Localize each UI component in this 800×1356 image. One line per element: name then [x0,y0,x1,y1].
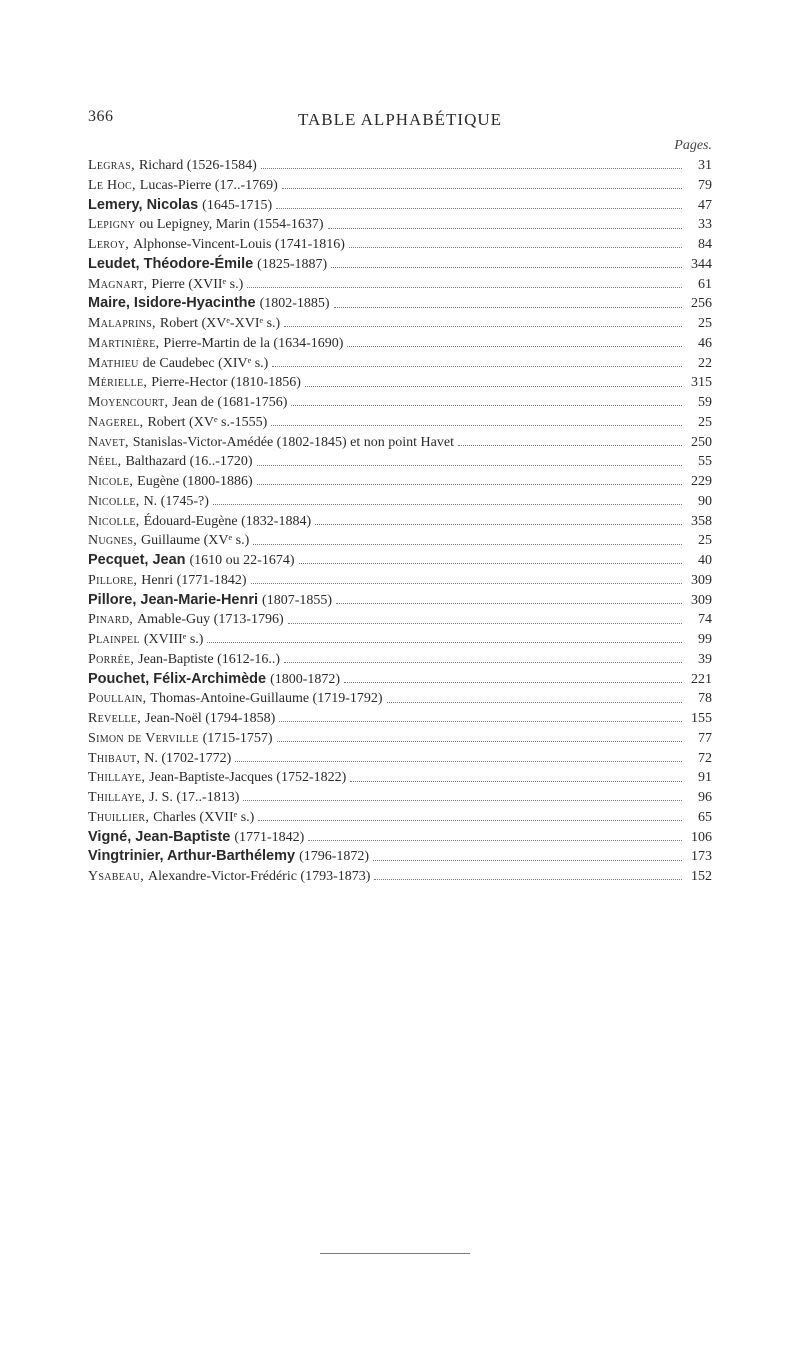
entry-detail: Guillaume (XVᵉ s.) [141,533,250,549]
entry-detail: Pierre-Martin de la (1634-1690) [163,335,344,351]
dot-leader [257,484,682,485]
entry-detail: ou Lepigney, Marin (1554-1637) [139,217,324,233]
entry-name: Nagerel, [88,414,144,430]
entry-page-number: 221 [691,671,712,687]
index-entry [88,531,712,551]
dot-leader [347,346,682,347]
entry-name: Nugnes, [88,533,138,549]
entry-page-number: 65 [698,809,712,825]
dot-leader [213,504,682,505]
entry-name: Malaprins, [88,316,156,331]
entry-name: Vigné, Jean-Baptiste [88,828,231,845]
entry-detail: Pierre-Hector (1810-1856) [151,375,301,391]
entry-name: Leroy, [88,237,130,252]
entry-page-number: 31 [698,158,712,173]
dot-leader [251,583,682,584]
index-entry [88,709,712,729]
entry-page-number: 79 [698,177,712,193]
index-entry [88,452,712,472]
entry-detail: Pierre (XVIIᵉ s.) [151,276,244,292]
index-entry [88,413,712,433]
dot-leader [336,603,682,604]
entry-name: Nicolle, [88,513,140,529]
dot-leader [291,405,682,406]
entry-detail: (XVIIIᵉ s.) [143,632,204,647]
entry-name: Le Hoc, [88,177,136,193]
entry-page-number: 55 [698,454,712,470]
entry-name: Nicolle, [88,493,140,509]
index-entry [88,749,712,769]
index-entry [88,156,712,176]
entry-name: Plainpel [88,632,140,647]
dot-leader [344,682,682,683]
entry-page-number: 99 [698,632,712,647]
dot-leader [284,662,682,663]
entry-page-number: 22 [698,355,712,371]
entry-detail: Jean-Noël (1794-1858) [145,711,276,726]
entry-detail: (1800-1872) [270,671,341,687]
entry-page-number: 47 [698,197,712,213]
entry-detail: (1807-1855) [262,592,333,608]
entry-detail: Robert (XVᵉ-XVIᵉ s.) [159,316,281,331]
page-number: 366 [88,108,114,125]
index-entry [88,235,712,255]
dot-leader [288,623,682,624]
dot-leader [247,287,682,288]
entry-name: Thillaye, [88,770,146,786]
entry-page-number: 61 [698,276,712,292]
entry-name: Navet, [88,434,129,450]
dot-leader [308,840,682,841]
entry-detail: Henri (1771-1842) [141,572,247,588]
pages-column-header: Pages. [674,138,712,153]
entry-detail: N. (1702-1772) [144,750,232,766]
index-entry [88,512,712,532]
index-entry [88,650,712,670]
entry-detail: Édouard-Eugène (1832-1884) [143,513,312,529]
dot-leader [272,366,682,367]
dot-leader [315,524,682,525]
entry-detail: (1796-1872) [299,849,370,865]
entry-name: Pillore, Jean-Marie-Henri [88,591,259,608]
index-entry [88,334,712,354]
entry-page-number: 256 [691,296,712,312]
entry-name: Mérielle, [88,375,148,391]
index-entry [88,551,712,571]
entry-detail: Alexandre-Victor-Frédéric (1793-1873) [148,869,371,884]
entry-page-number: 358 [691,513,712,529]
entry-detail: N. (1745-?) [143,493,209,509]
entry-page-number: 315 [691,375,712,391]
index-entry [88,591,712,611]
entry-name: Legras, [88,158,135,173]
page-title: TABLE ALPHABÉTIQUE [297,110,503,129]
index-entry [88,275,712,295]
entry-detail: Balthazard (16..-1720) [125,454,253,470]
entry-page-number: 39 [698,651,712,667]
entry-name: Thuillier, [88,809,150,825]
entry-name: Moyencourt, [88,395,169,410]
entry-name: Mathieu [88,355,139,371]
dot-leader [373,860,682,861]
entry-page-number: 344 [691,256,712,272]
entry-page-number: 309 [691,572,712,588]
entry-detail: (1802-1885) [259,296,330,312]
index-entry [88,689,712,709]
entry-name: Simon de Verville [88,730,199,746]
entry-detail: Stanislas-Victor-Amédée (1802-1845) et non point Havet [132,434,454,450]
dot-leader [279,721,682,722]
entry-name: Thibaut, [88,750,141,766]
index-entry [88,472,712,492]
index-entry [88,354,712,374]
index-entry [88,867,712,887]
dot-leader [271,425,682,426]
dot-leader [284,326,682,327]
entry-page-number: 91 [698,770,712,786]
index-list [88,156,712,887]
index-entry [88,768,712,788]
index-entry [88,196,712,216]
entry-name: Porrée, [88,651,135,667]
dot-leader [207,642,682,643]
dot-leader [258,820,682,821]
dot-leader [253,544,682,545]
entry-detail: Amable-Guy (1713-1796) [137,612,284,628]
entry-name: Pecquet, Jean [88,552,186,568]
dot-leader [261,168,682,169]
entry-name: Thillaye, [88,790,146,805]
index-entry [88,808,712,828]
entry-page-number: 46 [698,335,712,351]
dot-leader [257,465,682,466]
entry-page-number: 155 [691,711,712,726]
index-entry [88,847,712,867]
dot-leader [299,563,682,564]
index-entry [88,729,712,749]
index-entry [88,215,712,235]
index-entry [88,294,712,314]
entry-page-number: 90 [698,493,712,509]
entry-detail: Eugène (1800-1886) [137,474,253,489]
entry-detail: J. S. (17..-1813) [149,790,240,805]
entry-detail: (1610 ou 22-1674) [189,553,295,568]
entry-page-number: 40 [698,553,712,568]
entry-name: Nicole, [88,474,134,489]
index-entry [88,373,712,393]
entry-page-number: 309 [691,592,712,608]
index-entry [88,828,712,848]
dot-leader [349,247,682,248]
dot-leader [282,188,682,189]
entry-name: Magnart, [88,276,148,292]
entry-page-number: 78 [698,691,712,707]
entry-detail: (1825-1887) [257,256,328,272]
entry-detail: Alphonse-Vincent-Louis (1741-1816) [133,237,345,252]
entry-page-number: 106 [691,829,712,845]
entry-page-number: 96 [698,790,712,805]
dot-leader [350,781,682,782]
dot-leader [458,445,682,446]
entry-name: Revelle, [88,711,142,726]
index-entry [88,788,712,808]
entry-detail: (1771-1842) [234,829,305,845]
entry-page-number: 25 [698,316,712,331]
index-entry [88,176,712,196]
dot-leader [387,702,682,703]
entry-detail: Lucas-Pierre (17..-1769) [139,177,278,193]
entry-detail: Richard (1526-1584) [138,158,257,173]
footer-rule [320,1253,470,1254]
entry-name: Poullain, [88,691,147,707]
entry-detail: Jean de (1681-1756) [172,395,288,410]
dot-leader [374,879,682,880]
index-entry [88,670,712,690]
entry-page-number: 77 [698,730,712,746]
entry-name: Néel, [88,454,122,470]
entry-name: Pillore, [88,572,138,588]
entry-name: Lepigny [88,217,136,233]
entry-page-number: 250 [691,434,712,450]
index-entry [88,630,712,650]
entry-page-number: 84 [698,237,712,252]
entry-detail: Robert (XVᵉ s.-1555) [147,414,268,430]
entry-name: Lemery, Nicolas [88,196,199,213]
index-entry [88,610,712,630]
dot-leader [331,267,682,268]
index-entry [88,571,712,591]
entry-detail: Charles (XVIIᵉ s.) [153,809,255,825]
entry-name: Ysabeau, [88,869,145,884]
entry-detail: de Caudebec (XIVᵉ s.) [142,355,269,371]
entry-name: Pinard, [88,612,134,628]
entry-detail: Thomas-Antoine-Guillaume (1719-1792) [150,691,383,707]
entry-detail: Jean-Baptiste (1612-16..) [138,651,281,667]
index-entry [88,492,712,512]
dot-leader [277,741,682,742]
entry-page-number: 59 [698,395,712,410]
dot-leader [334,307,682,308]
entry-name: Martinière, [88,335,160,351]
entry-detail: (1715-1757) [202,730,273,746]
entry-name: Leudet, Théodore-Émile [88,255,254,272]
dot-leader [243,800,682,801]
index-entry [88,255,712,275]
entry-name: Maire, Isidore-Hyacinthe [88,295,256,312]
index-entry [88,314,712,334]
entry-page-number: 74 [698,612,712,628]
entry-name: Pouchet, Félix-Archimède [88,670,267,687]
entry-page-number: 152 [691,869,712,884]
index-entry [88,393,712,413]
dot-leader [328,228,683,229]
index-entry [88,433,712,453]
entry-page-number: 229 [691,474,712,489]
entry-page-number: 173 [691,849,712,865]
entry-page-number: 25 [698,533,712,549]
dot-leader [235,761,682,762]
entry-page-number: 25 [698,414,712,430]
entry-name: Vingtrinier, Arthur-Barthélemy [88,848,296,865]
entry-detail: Jean-Baptiste-Jacques (1752-1822) [149,770,347,786]
dot-leader [276,208,682,209]
entry-page-number: 33 [698,217,712,233]
entry-detail: (1645-1715) [202,197,273,213]
dot-leader [305,386,682,387]
entry-page-number: 72 [698,750,712,766]
